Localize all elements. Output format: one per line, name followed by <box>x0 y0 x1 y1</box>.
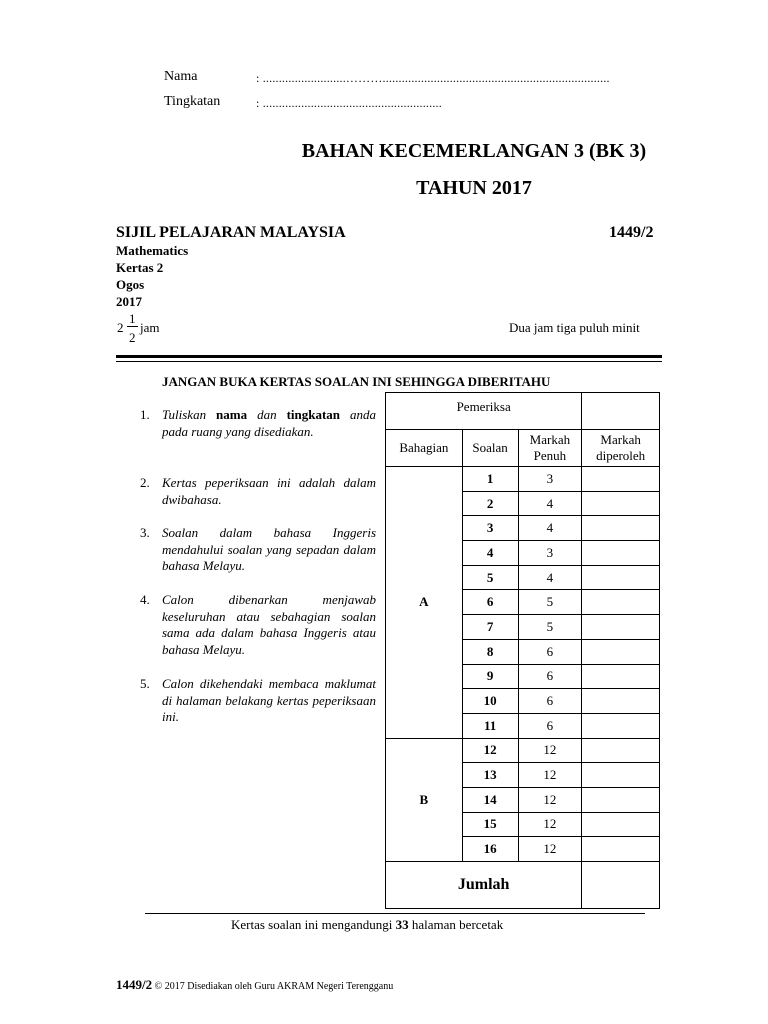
exam-subject: Mathematics <box>116 243 189 258</box>
total-marks-cell[interactable] <box>582 862 660 909</box>
marks-obtained-cell[interactable] <box>582 590 660 615</box>
question-number: 14 <box>462 787 518 812</box>
instruction-number: 5. <box>140 676 150 691</box>
marks-obtained-cell[interactable] <box>582 664 660 689</box>
col-marks-obtained: Markah diperoleh <box>582 430 660 467</box>
question-number: 13 <box>462 763 518 788</box>
footer-code: 1449/2 <box>116 977 153 992</box>
footer-divider <box>145 913 645 914</box>
marks-obtained-cell[interactable] <box>582 541 660 566</box>
question-number: 5 <box>462 565 518 590</box>
marks-obtained-cell[interactable] <box>582 738 660 763</box>
instruction-item: Tuliskan nama dan tingkatan anda pada ruang yang disediakan. <box>162 407 377 439</box>
fraction-bar <box>127 326 138 327</box>
duration-whole: 2 <box>117 320 124 335</box>
section-a-label: A <box>386 467 463 739</box>
full-marks: 12 <box>518 787 582 812</box>
full-marks: 12 <box>518 763 582 788</box>
full-marks: 12 <box>518 837 582 862</box>
question-number: 7 <box>462 615 518 640</box>
marks-obtained-cell[interactable] <box>582 713 660 738</box>
full-marks: 5 <box>518 590 582 615</box>
question-number: 16 <box>462 837 518 862</box>
duration-numerator: 1 <box>129 311 136 326</box>
name-label: Nama <box>164 69 198 84</box>
full-marks: 12 <box>518 738 582 763</box>
total-label: Jumlah <box>386 862 582 909</box>
question-number: 2 <box>462 491 518 516</box>
full-marks: 6 <box>518 664 582 689</box>
marks-obtained-cell[interactable] <box>582 467 660 492</box>
duration-words: Dua jam tiga puluh minit <box>509 320 640 335</box>
name-field[interactable]: : ..........................………....................................................................... <box>256 71 610 85</box>
marks-obtained-cell[interactable] <box>582 565 660 590</box>
question-number: 12 <box>462 738 518 763</box>
full-marks: 3 <box>518 467 582 492</box>
document-year: TAHUN 2017 <box>416 177 532 199</box>
exam-name: SIJIL PELAJARAN MALAYSIA <box>116 224 346 241</box>
examiner-header: Pemeriksa <box>386 393 582 430</box>
full-marks: 3 <box>518 541 582 566</box>
col-full-marks: Markah Penuh <box>518 430 582 467</box>
question-number: 8 <box>462 639 518 664</box>
marks-obtained-cell[interactable] <box>582 639 660 664</box>
marks-obtained-cell[interactable] <box>582 615 660 640</box>
footer-line <box>116 976 393 994</box>
question-number: 3 <box>462 516 518 541</box>
marks-obtained-cell[interactable] <box>582 812 660 837</box>
full-marks: 4 <box>518 516 582 541</box>
question-number: 1 <box>462 467 518 492</box>
question-number: 10 <box>462 689 518 714</box>
exam-month: Ogos <box>116 277 145 292</box>
marks-obtained-cell[interactable] <box>582 787 660 812</box>
question-number: 11 <box>462 713 518 738</box>
col-section: Bahagian <box>386 430 463 467</box>
question-number: 9 <box>462 664 518 689</box>
warning-text: JANGAN BUKA KERTAS SOALAN INI SEHINGGA DIBERITAHU <box>162 374 551 389</box>
exam-paper: Kertas 2 <box>116 260 164 275</box>
form-label: Tingkatan <box>164 94 221 109</box>
full-marks: 6 <box>518 639 582 664</box>
full-marks: 6 <box>518 713 582 738</box>
question-number: 6 <box>462 590 518 615</box>
full-marks: 4 <box>518 565 582 590</box>
form-field[interactable]: : ........................................................ <box>256 96 442 110</box>
exam-year: 2017 <box>116 294 142 309</box>
marks-obtained-cell[interactable] <box>582 763 660 788</box>
section-b-label: B <box>386 738 463 861</box>
header-divider-thick <box>116 355 662 358</box>
full-marks: 6 <box>518 689 582 714</box>
footer-copyright: © 2017 Disediakan oleh Guru AKRAM Negeri Terengganu <box>152 981 394 992</box>
page-count-note: Kertas soalan ini mengandungi 33 halaman bercetak <box>231 917 504 932</box>
duration-denominator: 2 <box>129 330 136 345</box>
instruction-item: Kertas peperiksaan ini adalah dalam dwibahasa. <box>162 475 376 507</box>
instruction-item: Calon dibenarkan menjawab keseluruhan atau sebahagian soalan sama ada dalam bahasa Inggeris atau bahasa Melayu. <box>162 592 376 657</box>
instruction-number: 3. <box>140 525 150 540</box>
marks-obtained-cell[interactable] <box>582 837 660 862</box>
marks-table <box>385 392 660 909</box>
marks-obtained-cell[interactable] <box>582 491 660 516</box>
examiner-cell <box>582 393 660 430</box>
instruction-item: Calon dikehendaki membaca maklumat di halaman belakang kertas peperiksaan ini. <box>162 676 376 724</box>
question-number: 4 <box>462 541 518 566</box>
instruction-number: 2. <box>140 475 150 490</box>
instruction-number: 1. <box>140 407 150 422</box>
col-question: Soalan <box>462 430 518 467</box>
full-marks: 12 <box>518 812 582 837</box>
exam-code: 1449/2 <box>609 224 654 241</box>
duration-unit: jam <box>140 320 160 335</box>
question-number: 15 <box>462 812 518 837</box>
marks-obtained-cell[interactable] <box>582 516 660 541</box>
marks-obtained-cell[interactable] <box>582 689 660 714</box>
full-marks: 5 <box>518 615 582 640</box>
instruction-item: Soalan dalam bahasa Inggeris mendahului soalan yang sepadan dalam bahasa Melayu. <box>162 525 376 573</box>
instruction-number: 4. <box>140 592 150 607</box>
document-title: BAHAN KECEMERLANGAN 3 (BK 3) <box>301 140 647 162</box>
header-divider-thin <box>116 361 662 362</box>
full-marks: 4 <box>518 491 582 516</box>
